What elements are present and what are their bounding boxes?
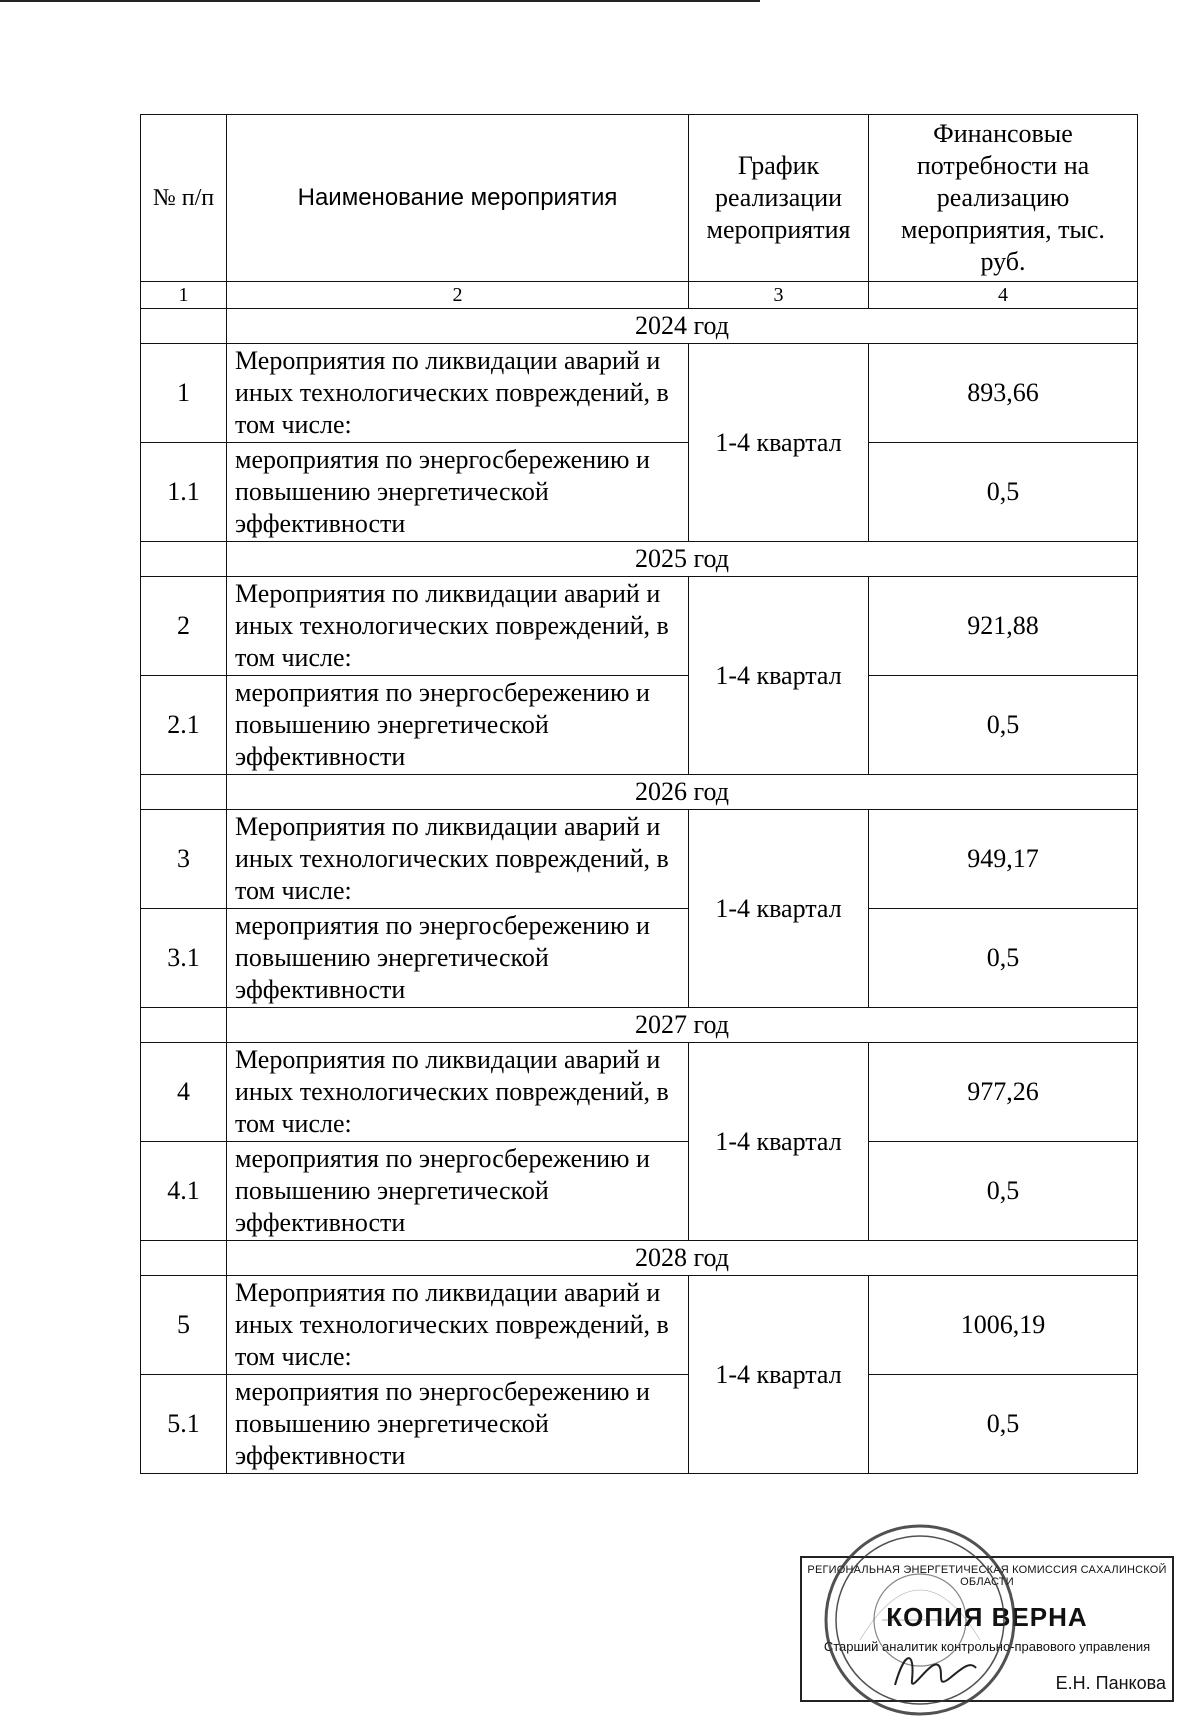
header-schedule: График реализации мероприятия — [689, 115, 869, 282]
row-name: Мероприятия по ликвидации аварий и иных технологических повреждений, в том числе: — [227, 1276, 689, 1375]
row-name: мероприятия по энергосбережению и повышению энергетической эффективности — [227, 1375, 689, 1474]
column-number: 3 — [689, 282, 869, 309]
row-schedule: 1-4 квартал — [689, 577, 869, 775]
year-label: 2025 год — [227, 542, 1138, 577]
row-num: 2.1 — [141, 676, 227, 775]
row-num: 4 — [141, 1043, 227, 1142]
row-name: Мероприятия по ликвидации аварий и иных технологических повреждений, в том числе: — [227, 344, 689, 443]
table-header-row — [141, 115, 1138, 282]
year-label: 2027 год — [227, 1008, 1138, 1043]
year-label: 2024 год — [227, 309, 1138, 344]
row-schedule: 1-4 квартал — [689, 344, 869, 542]
table-row — [141, 676, 1138, 775]
stamp-signer-name: Е.Н. Панкова — [1055, 1673, 1166, 1693]
stamp-position: Старший аналитик контрольно-правового управления — [823, 1639, 1151, 1654]
header-name: Наименование мероприятия — [227, 115, 689, 282]
table-row — [141, 344, 1138, 443]
column-number: 4 — [869, 282, 1138, 309]
row-num: 3.1 — [141, 909, 227, 1008]
row-num: 1 — [141, 344, 227, 443]
row-value: 977,26 — [869, 1043, 1138, 1142]
row-value: 1006,19 — [869, 1276, 1138, 1375]
activities-table — [140, 114, 1138, 1474]
column-number: 1 — [141, 282, 227, 309]
table-row — [141, 1375, 1138, 1474]
row-value: 0,5 — [869, 909, 1138, 1008]
row-value: 921,88 — [869, 577, 1138, 676]
year-row — [141, 775, 1138, 810]
year-row — [141, 309, 1138, 344]
stamp-copy-label: КОПИЯ ВЕРНА — [886, 1602, 1088, 1632]
column-numbers-row — [141, 282, 1138, 309]
year-row — [141, 542, 1138, 577]
row-schedule: 1-4 квартал — [689, 1276, 869, 1474]
row-name: Мероприятия по ликвидации аварий и иных технологических повреждений, в том числе: — [227, 577, 689, 676]
signature-icon — [890, 1640, 980, 1700]
row-value: 893,66 — [869, 344, 1138, 443]
row-schedule: 1-4 квартал — [689, 810, 869, 1008]
row-value: 0,5 — [869, 1375, 1138, 1474]
row-value: 0,5 — [869, 676, 1138, 775]
row-name: мероприятия по энергосбережению и повышению энергетической эффективности — [227, 443, 689, 542]
year-label: 2026 год — [227, 775, 1138, 810]
row-name: Мероприятия по ликвидации аварий и иных технологических повреждений, в том числе: — [227, 1043, 689, 1142]
row-num: 2 — [141, 577, 227, 676]
table-row — [141, 1043, 1138, 1142]
table-row — [141, 909, 1138, 1008]
year-label: 2028 год — [227, 1241, 1138, 1276]
row-num: 3 — [141, 810, 227, 909]
row-num: 5.1 — [141, 1375, 227, 1474]
row-num: 1.1 — [141, 443, 227, 542]
row-name: мероприятия по энергосбережению и повышению энергетической эффективности — [227, 909, 689, 1008]
table-row — [141, 577, 1138, 676]
row-num: 5 — [141, 1276, 227, 1375]
row-value: 949,17 — [869, 810, 1138, 909]
row-name: Мероприятия по ликвидации аварий и иных технологических повреждений, в том числе: — [227, 810, 689, 909]
scan-top-edge — [0, 0, 760, 2]
certification-stamp — [790, 1520, 1200, 1708]
table-row — [141, 1142, 1138, 1241]
row-name: мероприятия по энергосбережению и повышению энергетической эффективности — [227, 1142, 689, 1241]
row-schedule: 1-4 квартал — [689, 1043, 869, 1241]
row-num: 4.1 — [141, 1142, 227, 1241]
row-value: 0,5 — [869, 443, 1138, 542]
header-finance: Финансовые потребности на реализацию мероприятия, тыс. руб. — [869, 115, 1138, 282]
column-number: 2 — [227, 282, 689, 309]
header-num: № п/п — [141, 115, 227, 282]
year-row — [141, 1008, 1138, 1043]
table-row — [141, 810, 1138, 909]
year-row — [141, 1241, 1138, 1276]
table-row — [141, 1276, 1138, 1375]
stamp-organization: РЕГИОНАЛЬНАЯ ЭНЕРГЕТИЧЕСКАЯ КОМИССИЯ САХАЛИНСКОЙ ОБЛАСТИ — [807, 1564, 1167, 1588]
table-row — [141, 443, 1138, 542]
row-name: мероприятия по энергосбережению и повышению энергетической эффективности — [227, 676, 689, 775]
row-value: 0,5 — [869, 1142, 1138, 1241]
